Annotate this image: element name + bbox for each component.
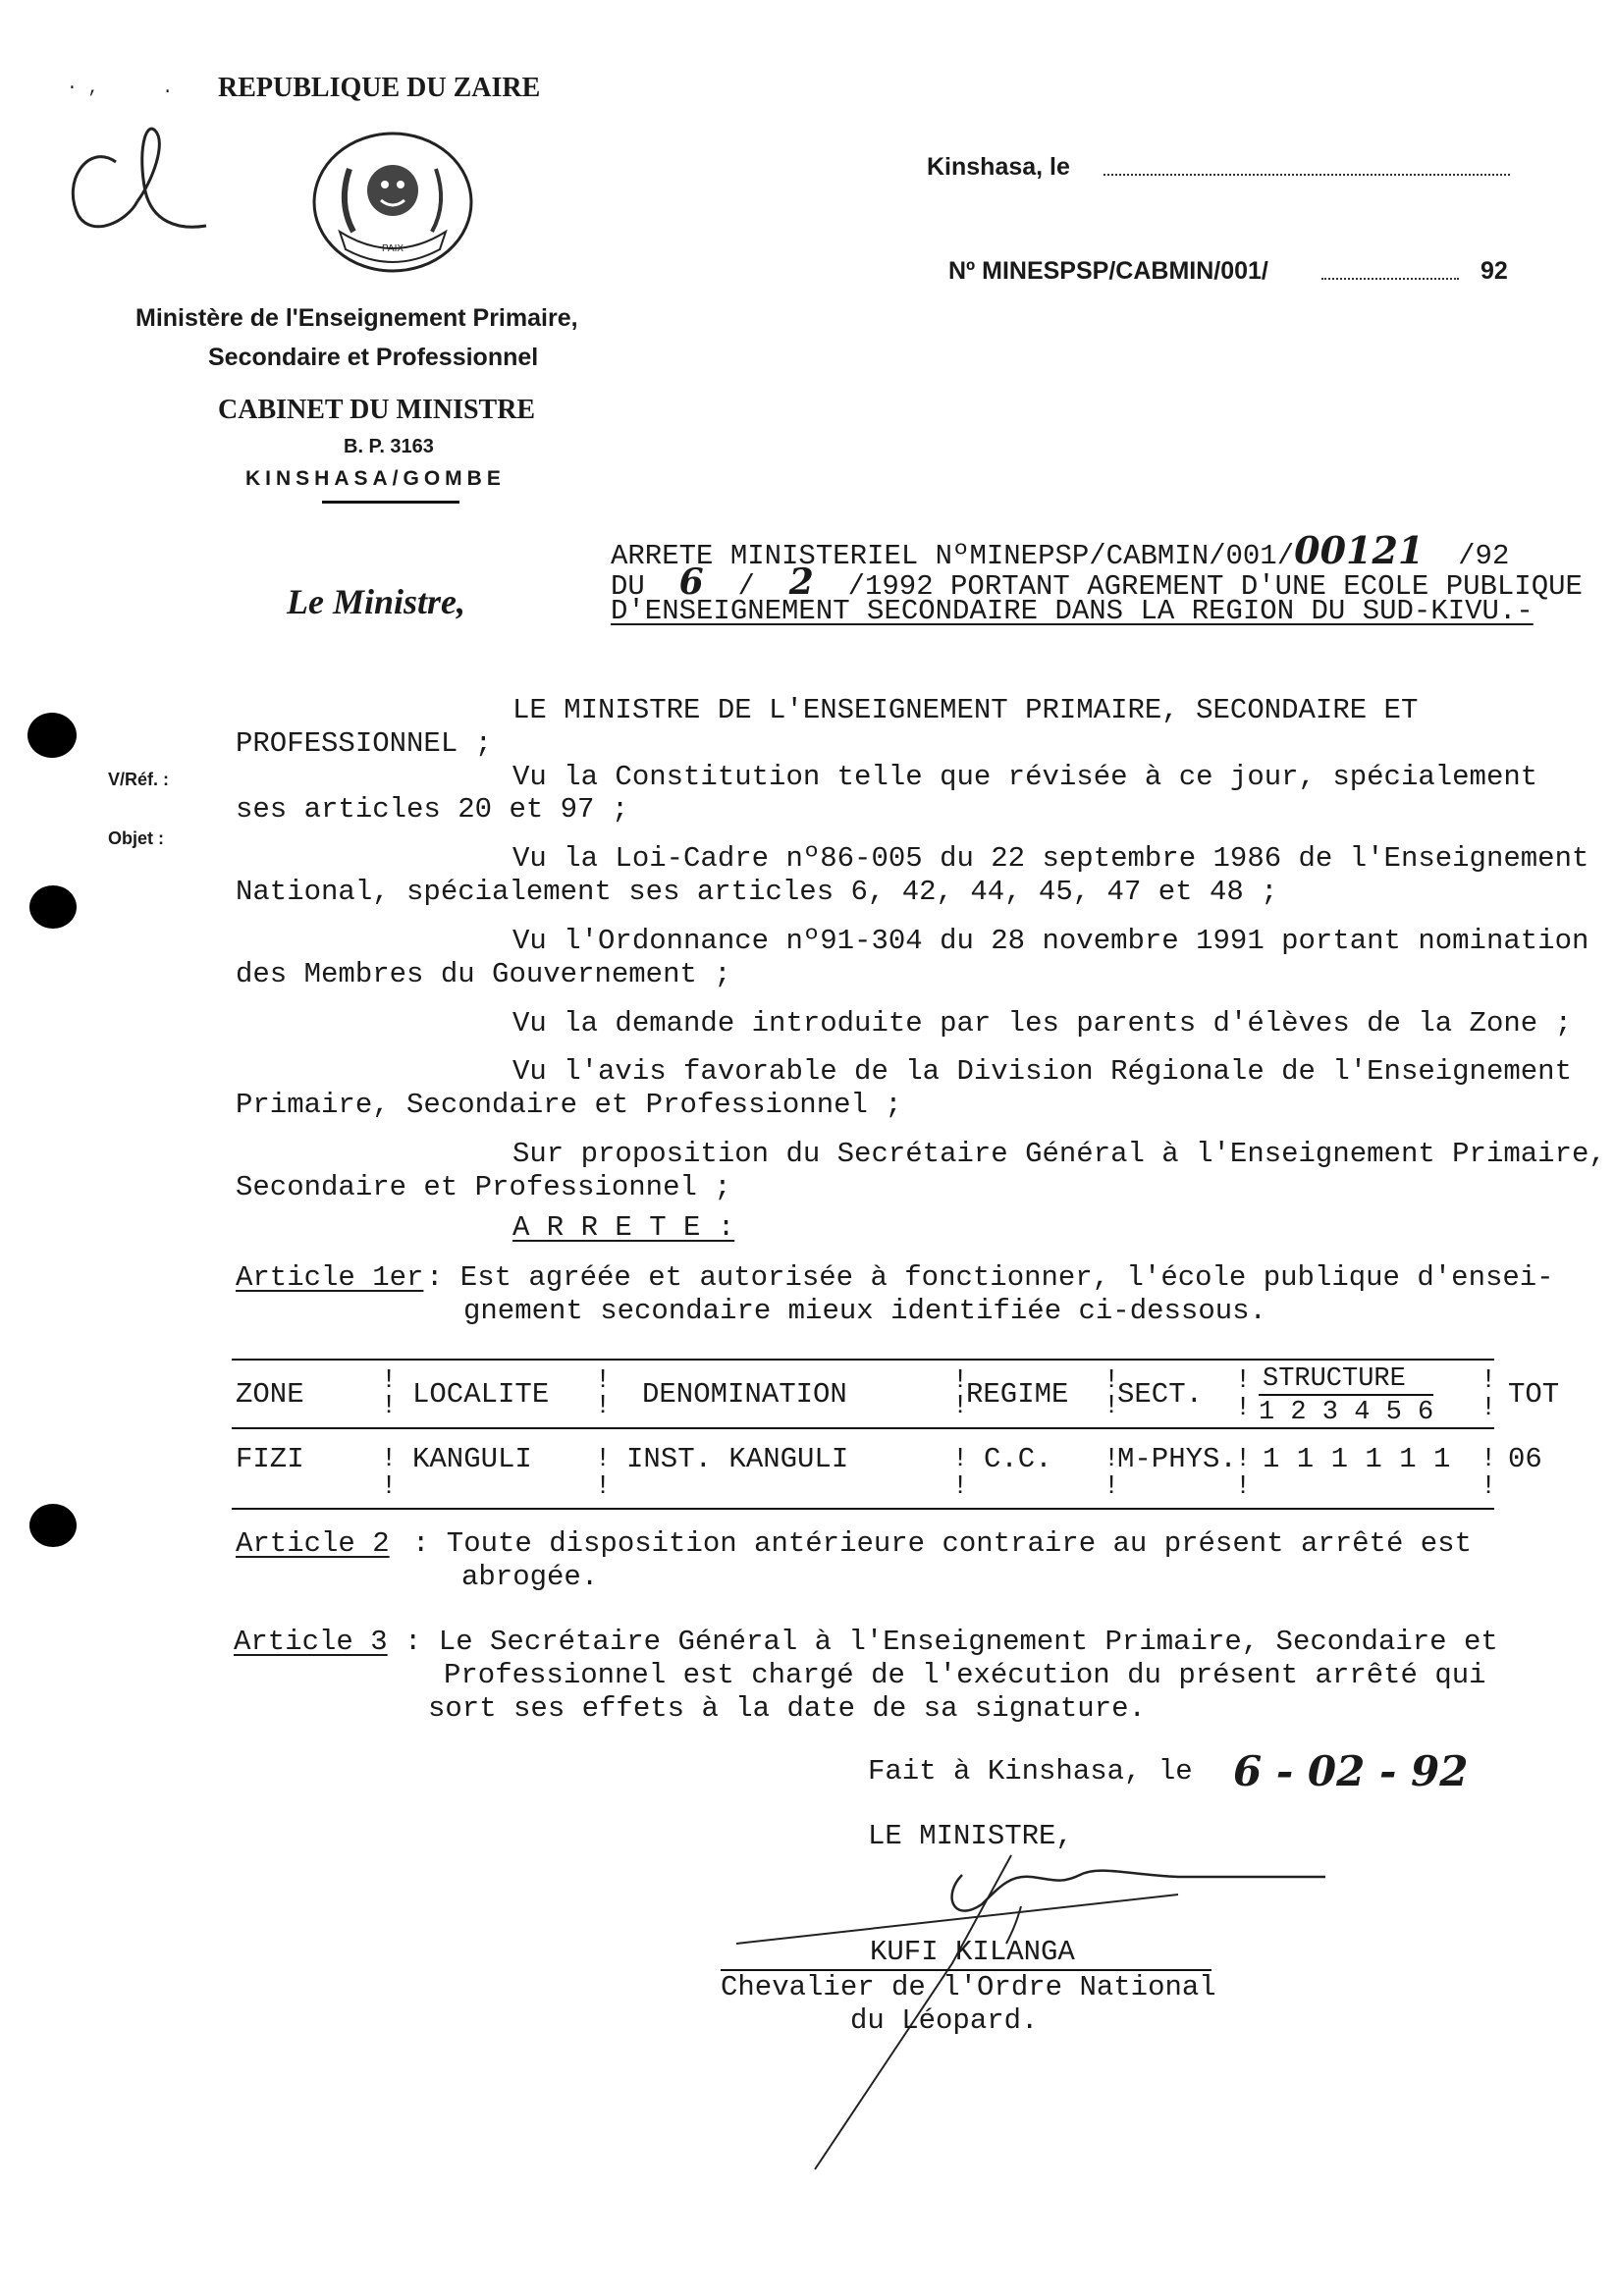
column-separator: ! (595, 1445, 612, 1474)
col-header-tot: TOT (1508, 1378, 1560, 1411)
margin-objet: Objet : (108, 828, 164, 848)
title-rest: /1992 PORTANT AGREMENT D'UNE ECOLE PUBLIQUE (847, 570, 1583, 603)
preamble-7a: Sur proposition du Secrétaire Général à l'Enseignement Primaire, (512, 1138, 1606, 1170)
column-separator: ! (1480, 1394, 1497, 1423)
decree-month-handwritten: 2 (788, 561, 814, 603)
preamble-7b: Secondaire et Professionnel ; (236, 1171, 731, 1203)
signature-title: LE MINISTRE, (868, 1820, 1073, 1852)
article-3-label: Article 3 (234, 1626, 388, 1658)
column-separator: ! (952, 1472, 969, 1502)
table-header-rule (232, 1427, 1494, 1429)
column-separator: ! (1104, 1472, 1120, 1502)
preamble-6b: Primaire, Secondaire et Professionnel ; (236, 1089, 902, 1121)
column-separator: ! (1104, 1366, 1120, 1396)
reference-number-label: Nº MINESPSP/CABMIN/001/ (948, 257, 1268, 285)
city-underline (322, 501, 459, 504)
column-separator: ! (952, 1392, 969, 1421)
decree-number-handwritten: 00121 (1294, 528, 1425, 572)
title-prefix: ARRETE MINISTERIEL NºMINEPSP/CABMIN/001/ (611, 540, 1295, 572)
minister-heading: Le Ministre, (287, 582, 466, 621)
col-header-structure-years: 1 2 3 4 5 6 (1259, 1394, 1433, 1427)
punch-hole (29, 885, 77, 929)
article-3-text-b: Professionnel est chargé de l'exécution du présent arrêté qui (444, 1659, 1486, 1691)
column-separator: ! (1235, 1472, 1252, 1502)
column-separator: ! (595, 1392, 612, 1421)
cell-zone: FIZI (236, 1443, 304, 1475)
cell-denomination: INST. KANGULI (626, 1443, 849, 1475)
punch-hole (29, 1504, 77, 1547)
col-header-localite: LOCALITE (412, 1378, 550, 1411)
preamble-4a: Vu l'Ordonnance nº91-304 du 28 novembre 1991 portant nomination (512, 925, 1589, 957)
margin-vref: V/Réf. : (108, 770, 170, 789)
country-name: REPUBLIQUE DU ZAIRE (218, 73, 541, 103)
col-header-denomination: DENOMINATION (642, 1378, 847, 1411)
preamble-3b: National, spécialement ses articles 6, 42, 44, 45, 47 et 48 ; (236, 876, 1278, 908)
svg-text:PAIX: PAIX (381, 243, 404, 254)
preamble-1b: PROFESSIONNEL ; (236, 727, 493, 760)
signatory-honor-2: du Léopard. (850, 2004, 1039, 2037)
preamble-5: Vu la demande introduite par les parents d'élèves de la Zone ; (512, 1007, 1572, 1040)
article-1-label: Article 1er (236, 1261, 424, 1294)
article-2-text-a: : Toute disposition antérieure contraire au présent arrêté est (412, 1527, 1472, 1560)
column-separator: ! (1235, 1445, 1252, 1474)
preamble-3a: Vu la Loi-Cadre nº86-005 du 22 septembre 1986 de l'Enseignement (512, 842, 1589, 875)
column-separator: ! (381, 1472, 398, 1502)
postal-box: B. P. 3163 (344, 436, 434, 457)
article-3-text-c: sort ses effets à la date de sa signature. (428, 1692, 1146, 1725)
article-3-text-a: : Le Secrétaire Général à l'Enseignement Primaire, Secondaire et (404, 1626, 1498, 1658)
column-separator: ! (952, 1366, 969, 1396)
preamble-2b: ses articles 20 et 97 ; (236, 793, 629, 826)
signature-place: Fait à Kinshasa, le (868, 1755, 1193, 1788)
col-header-regime: REGIME (966, 1378, 1069, 1411)
preamble-4b: des Membres du Gouvernement ; (236, 958, 731, 990)
column-separator: ! (1235, 1366, 1252, 1396)
title-slash: / (737, 570, 755, 603)
cell-sect: M-PHYS. (1117, 1443, 1237, 1475)
column-separator: ! (1480, 1445, 1497, 1474)
column-separator: ! (595, 1366, 612, 1396)
decree-day-handwritten: 6 (678, 561, 704, 603)
handwritten-initials (59, 123, 216, 236)
column-separator: ! (381, 1392, 398, 1421)
reference-dotted-line (1321, 278, 1459, 280)
col-header-sect: SECT. (1117, 1378, 1204, 1411)
article-2-label: Article 2 (236, 1527, 390, 1560)
column-separator: ! (595, 1472, 612, 1502)
date-dotted-line (1104, 174, 1510, 176)
title-year: /92 (1458, 540, 1510, 572)
national-seal-icon (310, 130, 475, 275)
ministry-line-2: Secondaire et Professionnel (208, 344, 539, 371)
preamble-1a: LE MINISTRE DE L'ENSEIGNEMENT PRIMAIRE, SECONDAIRE ET (512, 694, 1419, 726)
speck-marks: · , . (67, 79, 174, 98)
article-1-text-b: gnement secondaire mieux identifiée ci-dessous. (463, 1295, 1266, 1327)
col-header-zone: ZONE (236, 1378, 304, 1411)
title-du: DU (611, 570, 645, 603)
reference-year: 92 (1480, 257, 1508, 285)
cell-structure: 1 1 1 1 1 1 (1263, 1443, 1451, 1475)
decree-title-line-3: D'ENSEIGNEMENT SECONDAIRE DANS LA REGION DU SUD-KIVU.- (611, 595, 1534, 627)
arrete-heading: A R R E T E : (512, 1211, 735, 1244)
table-bottom-rule (232, 1508, 1494, 1510)
preamble-6a: Vu l'avis favorable de la Division Régionale de l'Enseignement (512, 1055, 1572, 1088)
signature-date-handwritten: 6 - 02 - 92 (1233, 1747, 1469, 1795)
punch-hole (27, 713, 77, 758)
col-header-structure: STRUCTURE (1263, 1364, 1406, 1394)
column-separator: ! (1480, 1472, 1497, 1502)
place-date-label: Kinshasa, le (927, 153, 1070, 181)
cell-localite: KANGULI (412, 1443, 532, 1475)
column-separator: ! (952, 1445, 969, 1474)
column-separator: ! (381, 1366, 398, 1396)
preamble-2a: Vu la Constitution telle que révisée à ce jour, spécialement (512, 761, 1538, 793)
cell-regime: C.C. (984, 1443, 1052, 1475)
signatory-name: KUFI KILANGA (870, 1936, 1075, 1968)
city-line: KINSHASA/GOMBE (245, 467, 506, 490)
column-separator: ! (1480, 1366, 1497, 1396)
ministry-line-1: Ministère de l'Enseignement Primaire, (135, 304, 578, 332)
column-separator: ! (1235, 1394, 1252, 1423)
article-1-text-a: : Est agréée et autorisée à fonctionner, l'école publique d'ensei- (426, 1261, 1554, 1294)
signatory-honor-1: Chevalier de l'Ordre National (721, 1971, 1216, 2003)
column-separator: ! (1104, 1392, 1120, 1421)
table-top-rule (232, 1359, 1494, 1361)
cabinet-title: CABINET DU MINISTRE (218, 395, 536, 425)
column-separator: ! (381, 1445, 398, 1474)
article-2-text-b: abrogée. (461, 1561, 599, 1593)
column-separator: ! (1104, 1445, 1120, 1474)
cell-tot: 06 (1508, 1443, 1542, 1475)
